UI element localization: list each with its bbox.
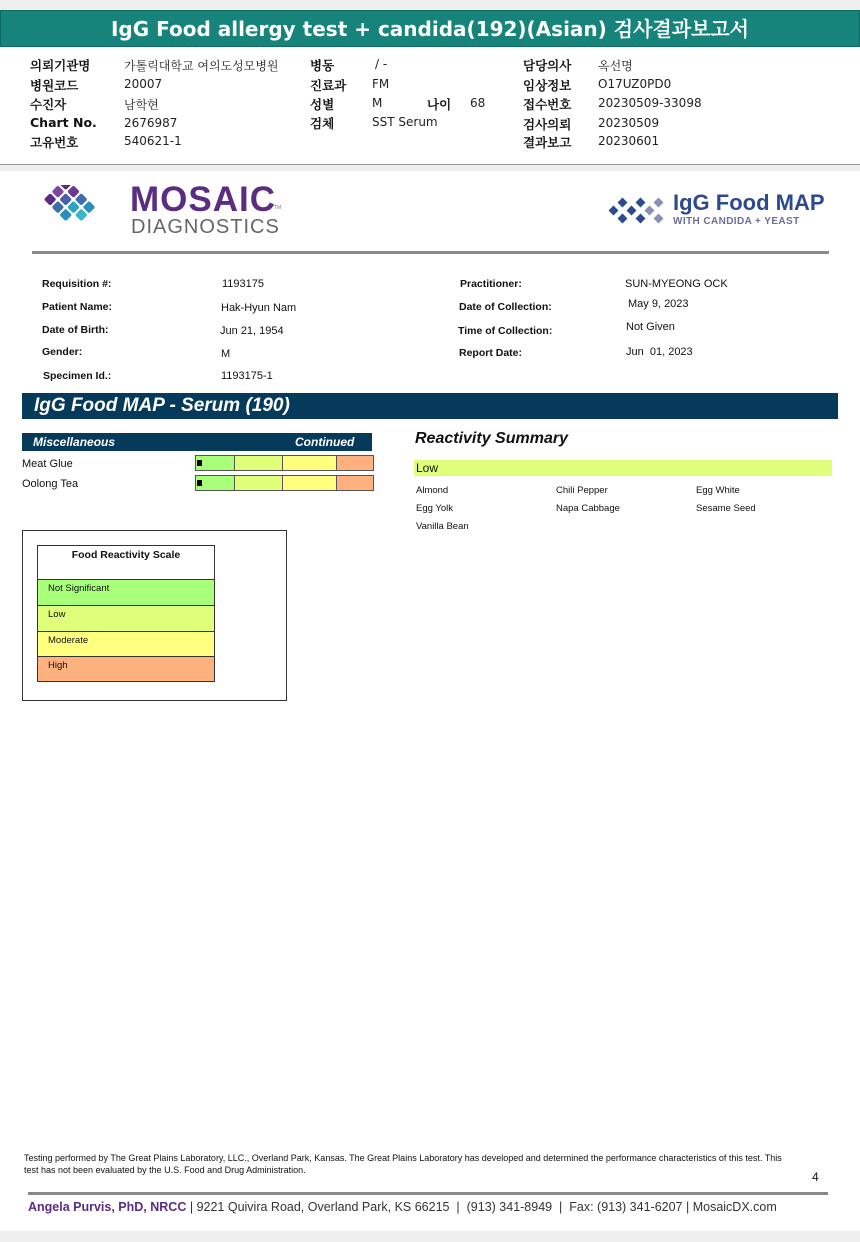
hdr-value-doctor: 옥선명 xyxy=(598,59,633,73)
hdr-label-institution: 의뢰기관명 xyxy=(30,58,91,73)
label-dob: Date of Birth: xyxy=(42,324,109,336)
bar-seg-low xyxy=(235,476,283,490)
bar-seg-high xyxy=(337,476,373,490)
hdr-value-patient: 남학현 xyxy=(124,98,159,112)
section-title-bar: IgG Food MAP - Serum (190) xyxy=(22,393,838,419)
hdr-label-department: 진료과 xyxy=(310,78,347,93)
mosaic-logo-tm: TM xyxy=(274,205,282,211)
scale-not-significant: Not Significant xyxy=(38,579,214,605)
hdr-label-sex: 성별 xyxy=(310,97,335,112)
igg-map-logo-title: IgG Food MAP xyxy=(673,190,825,215)
mosaic-diamond-logo-icon xyxy=(32,185,122,235)
summary-item: Egg White xyxy=(696,485,740,496)
hdr-label-age: 나이 xyxy=(427,97,452,112)
bar-seg-not-significant xyxy=(196,456,235,470)
summary-item: Vanilla Bean xyxy=(416,521,469,532)
label-time-collection: Time of Collection: xyxy=(458,325,553,337)
header-divider xyxy=(32,251,829,254)
hdr-label-specimen: 검체 xyxy=(310,116,335,131)
igg-map-diamond-logo-icon xyxy=(606,194,668,228)
category-continued: Continued xyxy=(295,435,355,449)
footer-divider xyxy=(28,1192,828,1195)
footer-director-name: Angela Purvis, PhD, NRCC xyxy=(28,1200,187,1214)
hdr-label-request-date: 검사의뢰 xyxy=(523,117,572,132)
result-marker xyxy=(197,480,202,486)
label-specimen-id: Specimen Id.: xyxy=(43,370,112,382)
food-name-meat-glue: Meat Glue xyxy=(22,458,73,470)
lab-disclaimer: Testing performed by The Great Plains Laboratory, LLC., Overland Park, Kansas. The Great Plains Laboratory has developed and determined the performance characteristics of this test. This test has not been evaluated by the U.S. Food and Drug Administration. xyxy=(24,1153,782,1175)
summary-item: Almond xyxy=(416,485,449,496)
hdr-value-department: FM xyxy=(372,77,390,91)
reactivity-summary-title: Reactivity Summary xyxy=(415,430,568,447)
bar-seg-low xyxy=(235,456,283,470)
igg-map-logo-subtitle: WITH CANDIDA + YEAST xyxy=(673,216,800,227)
hdr-label-patient: 수진자 xyxy=(30,97,67,112)
scale-low: Low xyxy=(38,605,214,631)
bar-seg-moderate xyxy=(283,476,337,490)
food-bar-meat-glue xyxy=(195,455,374,471)
food-bar-oolong-tea xyxy=(195,475,374,491)
scale-high: High xyxy=(38,656,214,681)
reactivity-scale-table xyxy=(37,545,215,682)
summary-item: Egg Yolk xyxy=(416,503,453,514)
hdr-label-receipt-no: 접수번호 xyxy=(523,97,572,112)
category-header-misc xyxy=(22,433,372,451)
korean-header xyxy=(0,47,860,165)
hdr-value-sex: M xyxy=(372,96,383,110)
value-practitioner: SUN-MYEONG OCK xyxy=(625,278,728,290)
hdr-label-unique-no: 고유번호 xyxy=(30,135,79,150)
scale-moderate: Moderate xyxy=(38,631,214,656)
hdr-value-request-date: 20230509 xyxy=(598,116,660,130)
hdr-label-hospital-code: 병원코드 xyxy=(30,78,79,93)
mosaic-logo-line2: DIAGNOSTICS xyxy=(131,216,280,238)
footer-contact xyxy=(28,1200,777,1214)
hdr-value-hospital-code: 20007 xyxy=(124,77,163,91)
summary-item: Napa Cabbage xyxy=(556,503,620,514)
hdr-value-receipt-no: 20230509-33098 xyxy=(598,96,702,110)
food-name-oolong-tea: Oolong Tea xyxy=(22,478,79,490)
value-gender: M xyxy=(221,348,231,360)
hdr-value-unique-no: 540621-1 xyxy=(124,134,182,148)
value-requisition: 1193175 xyxy=(222,278,265,290)
hdr-value-ward: / - xyxy=(375,57,388,71)
value-patient-name: Hak-Hyun Nam xyxy=(221,302,297,314)
bar-seg-high xyxy=(337,456,373,470)
hdr-label-doctor: 담당의사 xyxy=(523,58,572,73)
value-report-date: Jun 01, 2023 xyxy=(626,346,693,358)
result-marker xyxy=(197,460,202,466)
value-specimen-id: 1193175-1 xyxy=(221,370,273,382)
label-report-date: Report Date: xyxy=(459,347,523,359)
hdr-value-age: 68 xyxy=(470,96,486,110)
hdr-value-chart-no: 2676987 xyxy=(124,116,178,130)
value-date-collection: May 9, 2023 xyxy=(628,298,689,310)
hdr-label-result-date: 결과보고 xyxy=(523,135,572,150)
scale-title: Food Reactivity Scale xyxy=(71,549,181,561)
footer-address: | 9221 Quivira Road, Overland Park, KS 66215 | (913) 341-8949 | Fax: (913) 341-6207 | MosaicDX.com xyxy=(186,1200,777,1214)
bar-seg-not-significant xyxy=(196,476,235,490)
hdr-label-clinical-info: 임상정보 xyxy=(523,78,572,93)
label-gender: Gender: xyxy=(42,346,83,358)
value-dob: Jun 21, 1954 xyxy=(220,325,284,337)
summary-level-low: Low xyxy=(414,460,832,476)
label-practitioner: Practitioner: xyxy=(460,278,522,290)
bar-seg-moderate xyxy=(283,456,337,470)
hdr-label-ward: 병동 xyxy=(310,58,335,73)
summary-item: Chili Pepper xyxy=(556,485,608,496)
hdr-value-clinical-info: O17UZ0PD0 xyxy=(598,77,672,91)
mosaic-logo-line1: MOSAIC xyxy=(130,180,276,219)
category-name: Miscellaneous xyxy=(33,435,116,449)
hdr-value-institution: 가톨릭대학교 여의도성모병원 xyxy=(124,59,279,73)
label-date-collection: Date of Collection: xyxy=(459,301,552,313)
label-patient-name: Patient Name: xyxy=(42,301,113,313)
report-page xyxy=(0,171,860,1231)
page-number: 4 xyxy=(812,1170,819,1184)
hdr-value-specimen: SST Serum xyxy=(372,115,438,129)
value-time-collection: Not Given xyxy=(626,321,675,333)
hdr-label-chart-no: Chart No. xyxy=(30,115,97,130)
summary-item: Sesame Seed xyxy=(696,503,756,514)
label-requisition: Requisition #: xyxy=(42,278,112,290)
report-title: IgG Food allergy test + candida(192)(Asian) 검사결과보고서 xyxy=(0,10,860,47)
hdr-value-result-date: 20230601 xyxy=(598,134,660,148)
